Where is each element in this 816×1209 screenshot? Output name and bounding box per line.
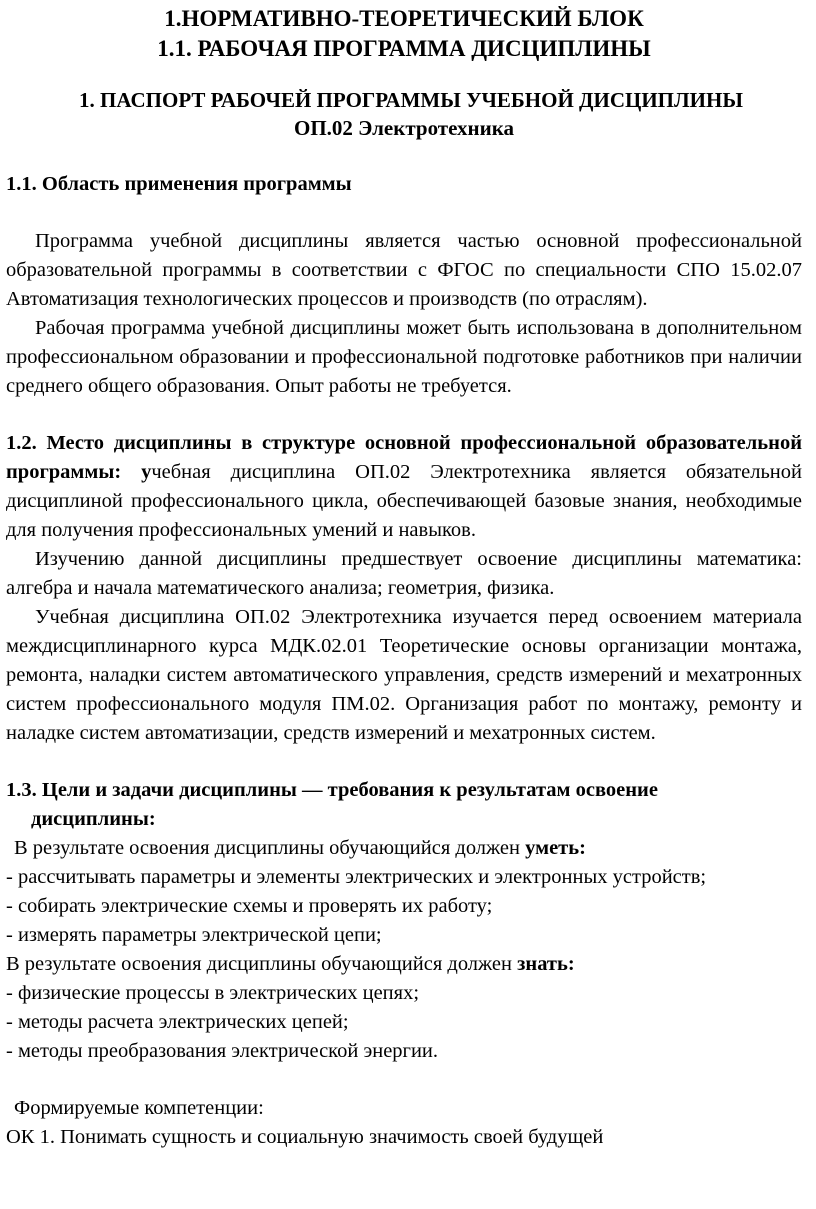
document-page	[0, 4, 812, 1152]
section-1-2-paragraph-2: Изучению данной дисциплины предшествует освоение дисциплины математика: алгебра и начала математического анализа; геометрия, физика.	[6, 548, 802, 599]
section-1-3-heading-cont: дисциплины:	[31, 808, 156, 830]
document-title: 1.НОРМАТИВНО-ТЕОРЕТИЧЕСКИЙ БЛОК	[164, 6, 644, 31]
knowledge-intro	[6, 950, 802, 979]
list-item: - методы преобразования электрической энергии.	[6, 1040, 439, 1062]
section-1-2-paragraph-1	[6, 429, 802, 545]
section-1-2-paragraph-3: Учебная дисциплина ОП.02 Электротехника изучается перед освоением материала междисциплинарного курса МДК.02.01 Теоретические основы организации монтажа, ремонта, наладки систем автоматического управления, средств измерений и мехатронных систем профессионального модуля ПМ.02. Организация работ по монтажу, ремонту и наладке систем автоматизации, средств измерений и мехатронных систем.	[6, 606, 802, 744]
knowledge-list	[6, 979, 802, 1066]
knowledge-intro-text: В результате освоения дисциплины обучающийся должен	[6, 953, 518, 975]
competency-ok1: ОК 1. Понимать сущность и социальную значимость своей будущей	[6, 1126, 604, 1148]
list-item: - методы расчета электрических цепей;	[6, 1011, 349, 1033]
passport-heading: 1. ПАСПОРТ РАБОЧЕЙ ПРОГРАММЫ УЧЕБНОЙ ДИСЦИПЛИНЫ	[79, 88, 743, 112]
program-title: 1.1. РАБОЧАЯ ПРОГРАММА ДИСЦИПЛИНЫ	[157, 36, 651, 61]
skills-intro	[6, 834, 802, 863]
section-1-1-heading: 1.1. Область применения программы	[6, 173, 352, 195]
skills-intro-text: В результате освоения дисциплины обучающийся должен	[14, 837, 526, 859]
section-1-1-paragraph-1: Программа учебной дисциплины является частью основной профессиональной образовательной программы в соответствии с ФГОС по специальности СПО 15.02.07 Автоматизация технологических процессов и производств (по отраслям).	[6, 230, 802, 310]
list-item: - измерять параметры электрической цепи;	[6, 924, 382, 946]
section-1-2-heading: 1.2. Место дисциплины в структуре основной профессиональной образовательной программы:	[6, 432, 802, 483]
section-1-1-paragraph-2: Рабочая программа учебной дисциплины может быть использована в дополнительном профессиональном образовании и профессиональной подготовке работников при наличии среднего общего образования. Опыт работы не требуется.	[6, 317, 802, 397]
knowledge-keyword: знать:	[517, 953, 575, 975]
list-item: - собирать электрические схемы и проверять их работу;	[6, 895, 493, 917]
discipline-name: ОП.02 Электротехника	[293, 116, 514, 140]
section-1-2-text: чебная дисциплина ОП.02 Электротехника является обязательной дисциплиной профессионального цикла, обеспечивающей базовые знания, необходимые для получения профессиональных умений и навыков.	[6, 461, 802, 541]
skills-keyword: уметь:	[525, 837, 586, 859]
competencies-intro: Формируемые компетенции:	[14, 1097, 264, 1119]
section-1-3-heading: 1.3. Цели и задачи дисциплины — требования к результатам освоение	[6, 779, 658, 801]
section-1-2-heading-tail: у	[121, 461, 152, 483]
list-item: - физические процессы в электрических цепях;	[6, 982, 420, 1004]
skills-list	[6, 863, 802, 950]
list-item: - рассчитывать параметры и элементы электрических и электронных устройств;	[6, 866, 707, 888]
